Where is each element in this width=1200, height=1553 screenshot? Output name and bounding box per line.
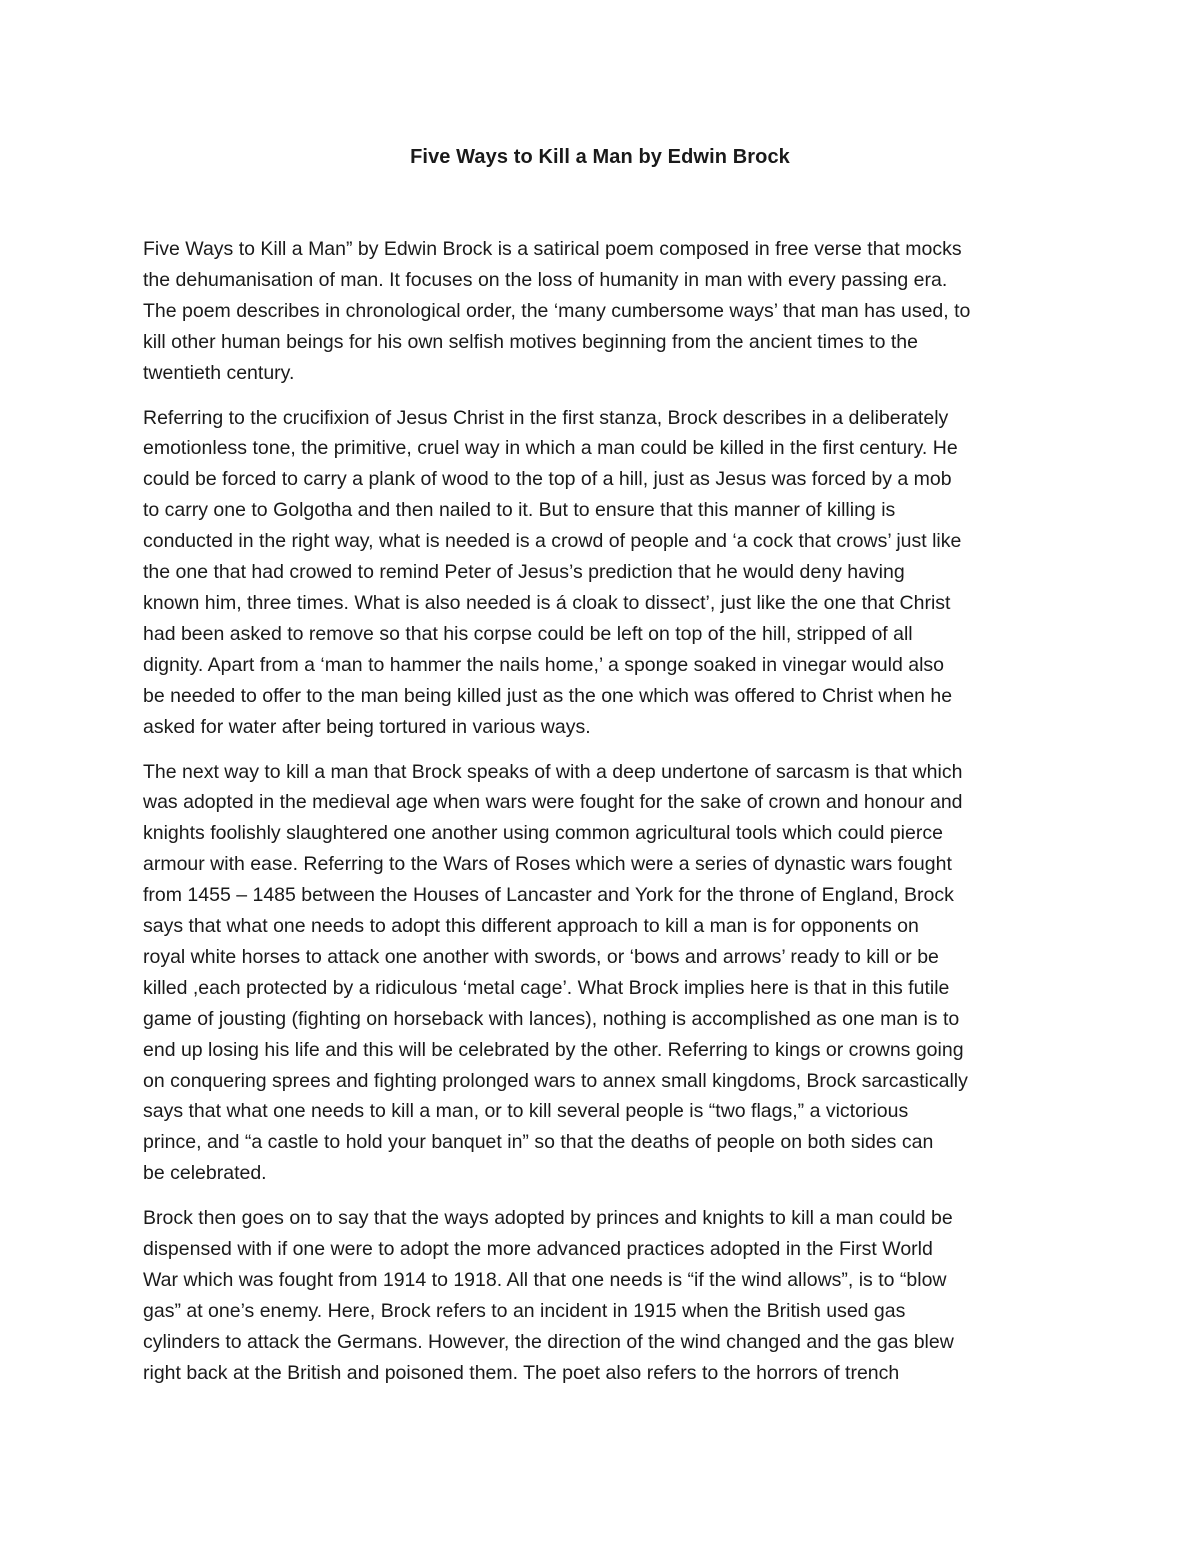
document-body: [143, 234, 1063, 1403]
text-line: knights foolishly slaughtered one another using common agricultural tools which could pierce: [143, 822, 943, 845]
paragraph-1: [143, 234, 1063, 389]
text-line: kill other human beings for his own selfish motives beginning from the ancient times to the: [143, 330, 918, 353]
text-line: The next way to kill a man that Brock speaks of with a deep undertone of sarcasm is that which: [143, 760, 963, 783]
text-line: killed ,each protected by a ridiculous ‘metal cage’. What Brock implies here is that in this futile: [143, 976, 950, 999]
text-line: could be forced to carry a plank of wood to the top of a hill, just as Jesus was forced by a mob: [143, 468, 952, 491]
text-line: War which was fought from 1914 to 1918. All that one needs is “if the wind allows”, is to “blow: [143, 1269, 947, 1291]
text-line: right back at the British and poisoned them. The poet also refers to the horrors of trench: [143, 1361, 900, 1384]
text-line: The poem describes in chronological order, the ‘many cumbersome ways’ that man has used, to: [143, 299, 971, 322]
text-line: end up losing his life and this will be celebrated by the other. Referring to kings or crowns going: [143, 1038, 964, 1061]
text-line: to carry one to Golgotha and then nailed to it. But to ensure that this manner of killing is: [143, 499, 896, 522]
text-line: had been asked to remove so that his corpse could be left on top of the hill, stripped of all: [143, 622, 913, 645]
text-line: game of jousting (fighting on horseback with lances), nothing is accomplished as one man is to: [143, 1007, 960, 1030]
text-line: says that what one needs to kill a man, or to kill several people is “two flags,” a victorious: [143, 1100, 909, 1123]
text-line: says that what one needs to adopt this different approach to kill a man is for opponents on: [143, 915, 919, 938]
text-line: be celebrated.: [143, 1162, 267, 1185]
text-line: dignity. Apart from a ‘man to hammer the nails home,’ a sponge soaked in vinegar would also: [143, 653, 945, 676]
text-line: from 1455 – 1485 between the Houses of Lancaster and York for the throne of England, Brock: [143, 884, 954, 907]
text-line: dispensed with if one were to adopt the more advanced practices adopted in the First World: [143, 1238, 933, 1261]
text-line: Five Ways to Kill a Man” by Edwin Brock is a satirical poem composed in free verse that mocks: [143, 238, 962, 260]
paragraph-4: [143, 1203, 1063, 1388]
text-line: royal white horses to attack one another with swords, or ‘bows and arrows’ ready to kill or be: [143, 945, 939, 968]
text-line: Brock then goes on to say that the ways adopted by princes and knights to kill a man could be: [143, 1207, 953, 1230]
text-line: prince, and “a castle to hold your banquet in” so that the deaths of people on both sides can: [143, 1131, 934, 1154]
text-line: conducted in the right way, what is needed is a crowd of people and ‘a cock that crows’ just like: [143, 530, 962, 553]
text-line: known him, three times. What is also needed is á cloak to dissect’, just like the one that Christ: [143, 591, 951, 614]
text-line: Referring to the crucifixion of Jesus Christ in the first stanza, Brock describes in a deliberately: [143, 406, 949, 429]
text-line: armour with ease. Referring to the Wars of Roses which were a series of dynastic wars fought: [143, 853, 952, 876]
text-line: asked for water after being tortured in various ways.: [143, 715, 591, 738]
document-title: Five Ways to Kill a Man by Edwin Brock: [410, 146, 790, 168]
text-line: the dehumanisation of man. It focuses on the loss of humanity in man with every passing era.: [143, 268, 948, 291]
text-line: emotionless tone, the primitive, cruel way in which a man could be killed in the first century. He: [143, 437, 958, 460]
paragraph-3: [143, 757, 1063, 1190]
paragraph-2: [143, 403, 1063, 743]
text-line: was adopted in the medieval age when wars were fought for the sake of crown and honour and: [143, 791, 963, 814]
text-line: cylinders to attack the Germans. However, the direction of the wind changed and the gas blew: [143, 1330, 954, 1353]
text-line: on conquering sprees and fighting prolonged wars to annex small kingdoms, Brock sarcastically: [143, 1069, 968, 1092]
text-line: be needed to offer to the man being killed just as the one which was offered to Christ when he: [143, 684, 953, 707]
text-line: twentieth century.: [143, 361, 295, 384]
text-line: the one that had crowed to remind Peter of Jesus’s prediction that he would deny having: [143, 561, 905, 584]
text-line: gas” at one’s enemy. Here, Brock refers to an incident in 1915 when the British used gas: [143, 1299, 906, 1322]
